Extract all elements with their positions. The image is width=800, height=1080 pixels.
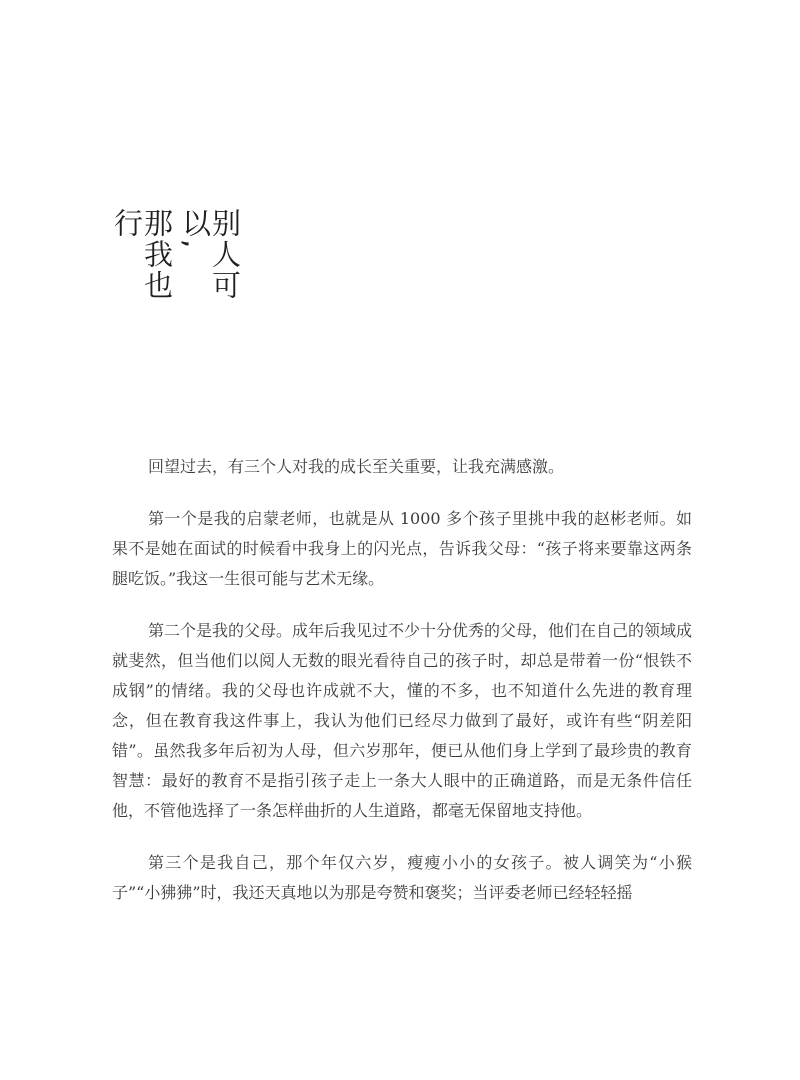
chapter-title-line-2: 那我也行 xyxy=(110,208,174,301)
paragraph-teacher: 第一个是我的启蒙老师，也就是从 1000 多个孩子里挑中我的赵彬老师。如果不是她在面试的时候看中我身上的闪光点，告诉我父母：“孩子将来要靠这两条腿吃饭。”我这一生很可能与艺术无缘。 xyxy=(112,509,692,588)
chapter-title-line-1: 别人可以, xyxy=(178,208,242,301)
chapter-title xyxy=(112,208,240,328)
paragraph-self: 第三个是我自己，那个年仅六岁，瘦瘦小小的女孩子。被人调笑为“小猴子”“小狒狒”时，我还天真地以为那是夸赞和褒奖；当评委老师已经轻轻摇 xyxy=(112,853,692,902)
paragraph-intro: 回望过去，有三个人对我的成长至关重要，让我充满感激。 xyxy=(148,457,565,476)
paragraph-parents: 第二个是我的父母。成年后我见过不少十分优秀的父母，他们在自己的领域成就斐然，但当他们以阅人无数的眼光看待自己的孩子时，却总是带着一份“恨铁不成钢”的情绪。我的父母也许成就不大，懂的不多，也不知道什么先进的教育理念，但在教育我这件事上，我认为他们已经尽力做到了最好，或许有些“阴差阳错”。虽然我多年后初为人母，但六岁那年，便已从他们身上学到了最珍贵的教育智慧：最好的教育不是指引孩子走上一条大人眼中的正确道路，而是无条件信任他，不管他选择了一条怎样曲折的人生道路，都毫无保留地支持他。 xyxy=(112,621,693,820)
chapter-body xyxy=(112,452,692,930)
